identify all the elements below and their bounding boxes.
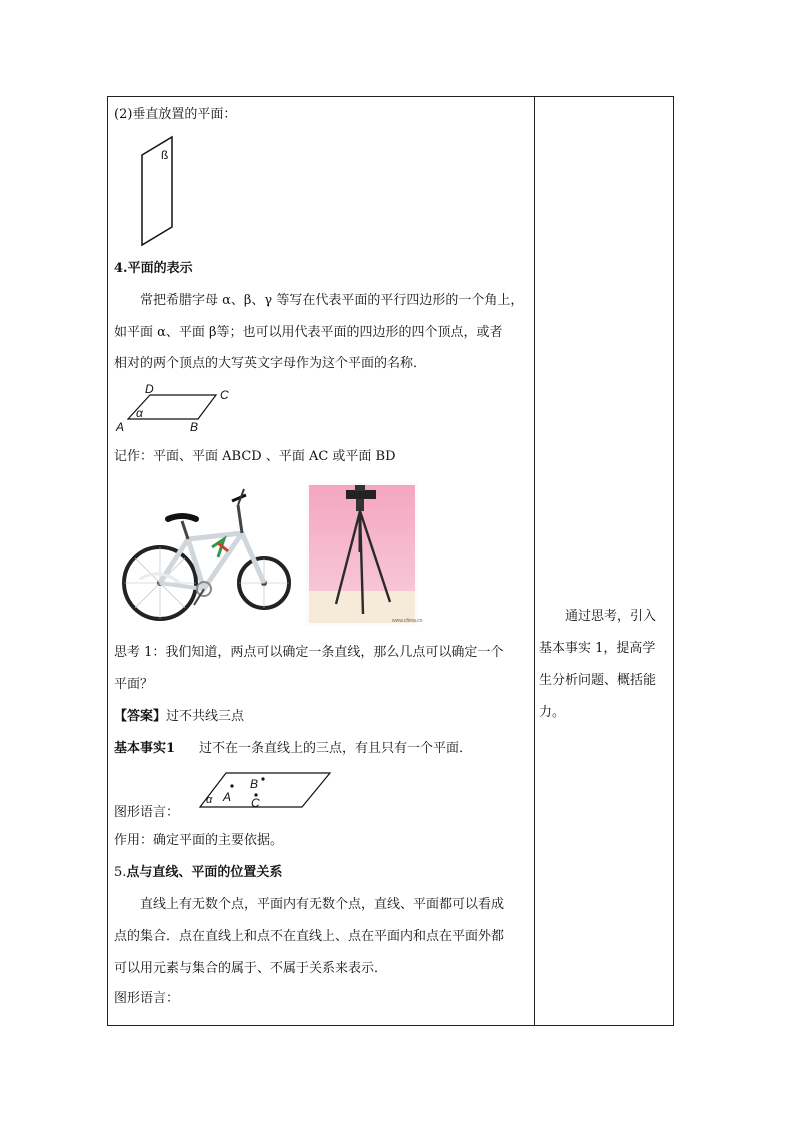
section5-para-line1: 直线上有无数个点，平面内有无数个点，直线、平面都可以看成 xyxy=(140,897,505,912)
svg-text:D: D xyxy=(145,382,154,396)
svg-text:α: α xyxy=(136,406,143,420)
svg-text:C: C xyxy=(220,388,229,402)
notation-text: 记作：平面、平面 ABCD 、平面 AC 或平面 BD xyxy=(114,449,396,464)
svg-text:C: C xyxy=(251,796,260,810)
graphic-language-label-1: 图形语言： xyxy=(114,805,180,820)
intent-line1: 通过思考，引入 xyxy=(565,609,657,624)
svg-text:A: A xyxy=(223,790,232,804)
vertical-plane-figure xyxy=(132,135,182,251)
answer-tag: 【答案】 xyxy=(114,709,167,724)
image-watermark: www.china.cn xyxy=(392,618,423,624)
section5-number: 5. xyxy=(114,865,127,880)
column-divider xyxy=(534,97,535,1025)
lesson-table xyxy=(107,96,674,1026)
basic-fact-text: 过不在一条直线上的三点，有且只有一个平面． xyxy=(199,741,473,756)
think1-line1: 思考 1：我们知道，两点可以确定一条直线，那么几点可以确定一个 xyxy=(114,645,504,660)
section4-para-line1: 常把希腊字母 α、β、γ 等写在代表平面的平行四边形的一个角上， xyxy=(140,293,524,308)
intent-line4: 力。 xyxy=(539,705,566,720)
svg-text:α: α xyxy=(206,794,213,806)
answer-text: 过不共线三点 xyxy=(166,709,245,724)
plane-three-points-figure xyxy=(198,769,338,813)
section4-title: 4.平面的表示 xyxy=(114,261,193,276)
bicycle-image xyxy=(120,487,294,629)
parallelogram-figure xyxy=(114,381,244,437)
content-column xyxy=(114,97,530,1025)
usage-text: 作用：确定平面的主要依据。 xyxy=(114,833,284,848)
tripod-image xyxy=(306,482,423,626)
answer-line xyxy=(114,707,244,727)
section4-para-line2: 如平面 α、平面 β等；也可以用代表平面的四边形的四个顶点，或者 xyxy=(114,325,503,340)
vertical-plane-title: (2)垂直放置的平面： xyxy=(114,107,237,122)
section5-title xyxy=(114,863,282,883)
think1-line2: 平面？ xyxy=(114,677,154,692)
design-intent-column xyxy=(539,601,669,729)
svg-text:B: B xyxy=(250,777,259,791)
section5-para-line2: 点的集合．点在直线上和点不在直线上、点在平面内和点在平面外都 xyxy=(114,929,505,944)
basic-fact-title: 基本事实1 xyxy=(114,741,176,756)
svg-text:A: A xyxy=(116,420,125,434)
svg-text:B: B xyxy=(190,420,199,434)
intent-line2: 基本事实 1，提高学 xyxy=(539,641,656,656)
graphic-language-label-2: 图形语言： xyxy=(114,991,180,1006)
intent-line3: 生分析问题、概括能 xyxy=(539,673,657,688)
section4-para-line3: 相对的两个顶点的大写英文字母作为这个平面的名称． xyxy=(114,356,427,371)
section5-para-line3: 可以用元素与集合的属于、不属于关系来表示． xyxy=(114,961,388,976)
basic-fact-line xyxy=(114,739,472,759)
beta-label: ß xyxy=(161,148,169,162)
section5-heading: 点与直线、平面的位置关系 xyxy=(126,865,283,880)
